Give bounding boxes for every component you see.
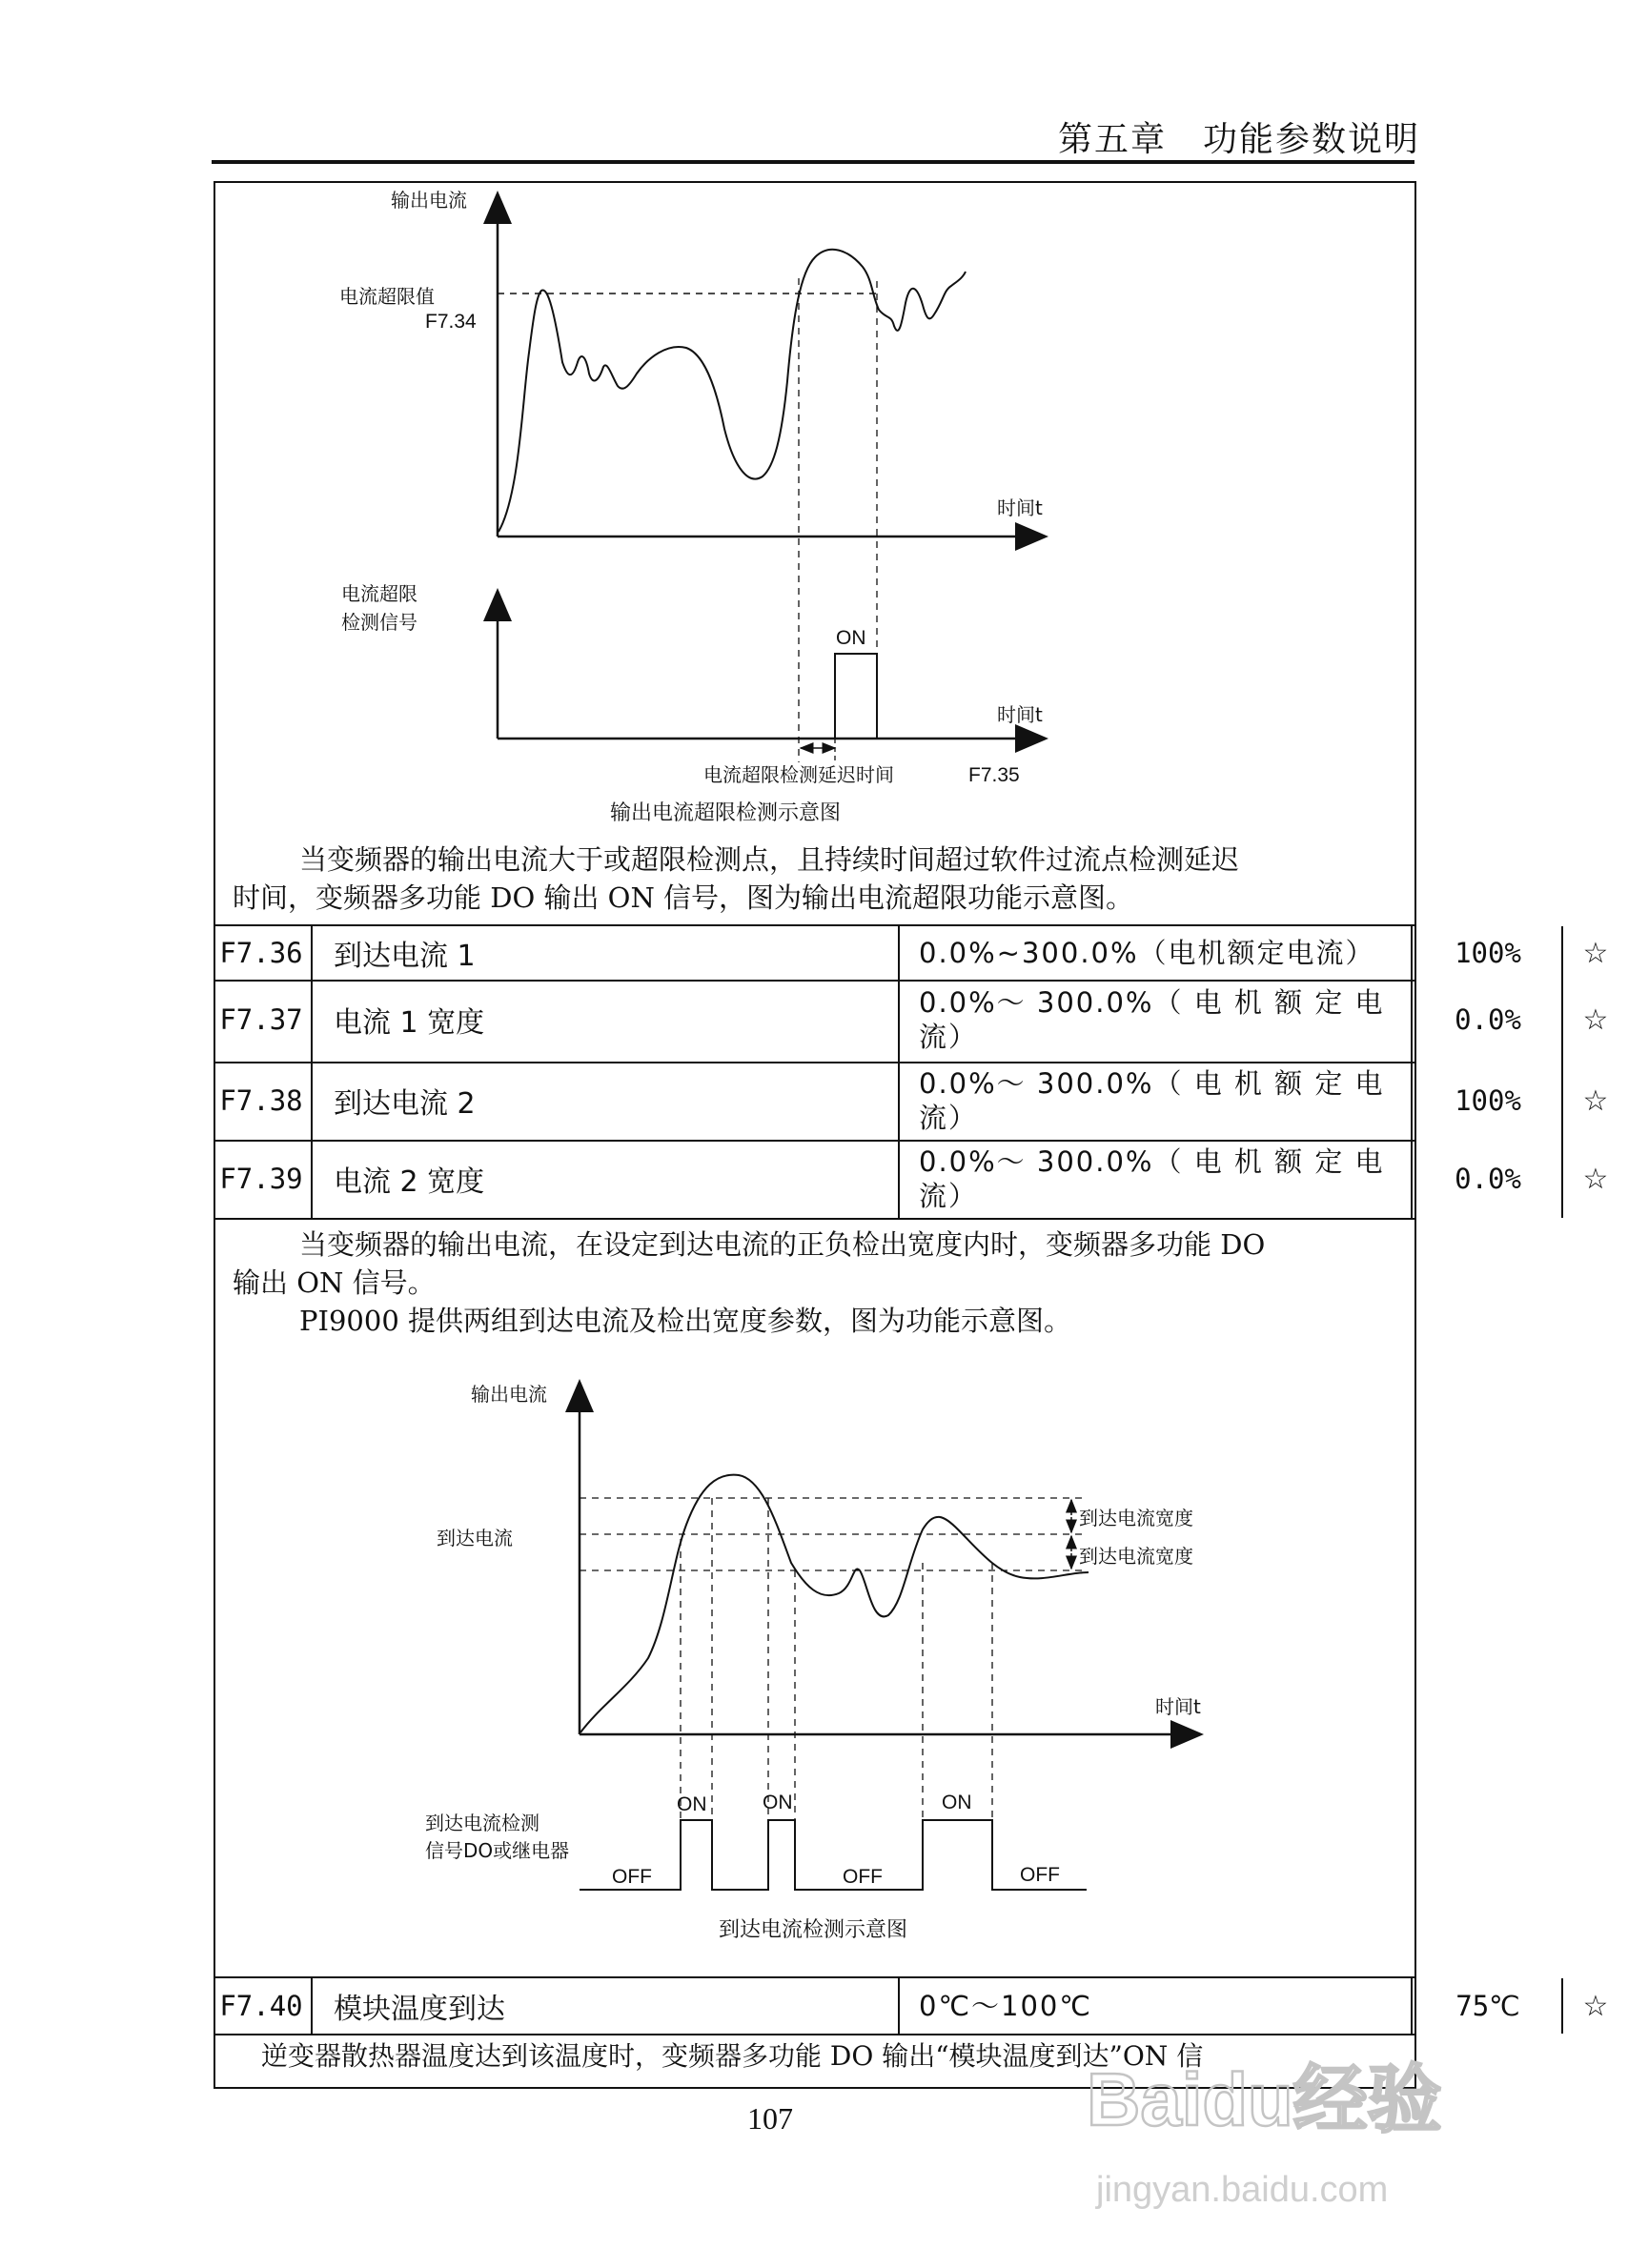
param-row [214, 924, 1609, 982]
param-name: 电流 2 宽度 [311, 1140, 692, 1218]
param-code: F7.40 [219, 1990, 303, 2022]
fig1-delay-label: 电流超限检测延迟时间 [703, 763, 894, 786]
fig1-caption: 输出电流超限检测示意图 [610, 801, 842, 825]
fig1-on-label: ON [836, 627, 866, 649]
param-default: 100% [1411, 926, 1563, 980]
fig2-on-1: ON [677, 1793, 707, 1815]
param-range: 0.0%～ 300.0%（ 电 机 额 定 电 流） [898, 1062, 1411, 1140]
fig2-y-label: 输出电流 [471, 1383, 547, 1406]
para2-line2: 输出 ON 信号。 [233, 1266, 436, 1299]
param-code: F7.38 [219, 1084, 303, 1117]
paragraph-overcurrent [233, 840, 1391, 917]
watermark-brand: Baidu经验 [1087, 2057, 1442, 2141]
figure1-signal-chart [341, 582, 1044, 825]
watermark-url: jingyan.baidu.com [1096, 2170, 1389, 2210]
param-range: 0.0%~300.0%（电机额定电流） [898, 926, 1411, 980]
fig2-sig-label-2: 信号DO或继电器 [425, 1839, 570, 1862]
param-default: 0.0% [1411, 1140, 1563, 1218]
fig1-sig-label-2: 检测信号 [341, 611, 417, 634]
fig1-y-label: 输出电流 [391, 189, 467, 212]
param-range: 0.0%～ 300.0%（ 电 机 额 定 电 流） [898, 978, 1411, 1062]
fig2-caption: 到达电流检测示意图 [719, 1918, 908, 1942]
figure2-signal-chart [425, 1792, 1087, 1942]
fig2-off-1: OFF [612, 1866, 652, 1888]
param-attr-star-icon: ☆ [1561, 978, 1628, 1062]
param-code: F7.37 [219, 1003, 303, 1036]
fig1-on-pulse [835, 654, 877, 739]
fig2-on-2: ON [763, 1792, 793, 1813]
param-name: 到达电流 2 [311, 1062, 692, 1140]
param-row [214, 978, 1609, 1063]
param-attr-star-icon: ☆ [1561, 1062, 1628, 1140]
fig2-current-curve [580, 1475, 1089, 1732]
fig2-width-label-1: 到达电流宽度 [1079, 1507, 1193, 1529]
chapter-title: 第五章 功能参数说明 [1058, 120, 1421, 159]
figure2-current-chart [437, 1383, 1201, 1820]
fig2-on-3: ON [942, 1792, 972, 1813]
param-row [214, 1140, 1609, 1220]
param-default: 75℃ [1411, 1978, 1563, 2034]
fig1-delay-param: F7.35 [968, 764, 1020, 786]
fig1-current-curve [499, 250, 966, 532]
page-number: 107 [747, 2101, 793, 2136]
fig1-sig-label-1: 电流超限 [341, 582, 417, 605]
param-range: 0℃～100℃ [898, 1978, 1411, 2034]
param-code: F7.39 [219, 1163, 303, 1195]
fig1-time-label: 时间t [997, 496, 1043, 519]
param-code: F7.36 [219, 937, 303, 969]
baidu-watermark [1068, 2020, 1449, 2258]
param-attr-star-icon: ☆ [1561, 1140, 1628, 1218]
fig1-limit-label: 电流超限值 [339, 285, 435, 308]
param-attr-star-icon: ☆ [1561, 1978, 1628, 2034]
param-default: 100% [1411, 1062, 1563, 1140]
para2-line3: PI9000 提供两组到达电流及检出宽度参数，图为功能示意图。 [299, 1305, 1071, 1337]
paragraph-arrival-current [233, 1225, 1391, 1340]
para1-line1: 当变频器的输出电流大于或超限检测点，且持续时间超过软件过流点检测延迟 [299, 843, 1240, 876]
param-name: 电流 1 宽度 [311, 978, 692, 1062]
fig1-limit-param: F7.34 [425, 311, 477, 333]
para3-line1: 逆变器散热器温度达到该温度时，变频器多功能 DO 输出“模块温度到达”ON 信 [261, 2040, 1204, 2072]
param-default: 0.0% [1411, 978, 1563, 1062]
param-attr-star-icon: ☆ [1561, 926, 1628, 980]
fig2-off-3: OFF [1020, 1864, 1060, 1886]
param-row [214, 1062, 1609, 1142]
fig2-off-2: OFF [843, 1866, 883, 1888]
param-range: 0.0%～ 300.0%（ 电 机 额 定 电 流） [898, 1140, 1411, 1218]
param-name: 到达电流 1 [311, 926, 692, 980]
fig2-sig-label-1: 到达电流检测 [425, 1812, 539, 1834]
fig1-time-label-2: 时间t [997, 703, 1043, 726]
fig2-do-signal [580, 1820, 1087, 1890]
param-name: 模块温度到达 [311, 1978, 692, 2034]
fig2-width-label-2: 到达电流宽度 [1079, 1545, 1193, 1568]
figure1-current-chart [339, 189, 1044, 762]
fig2-target-label: 到达电流 [437, 1527, 513, 1549]
fig2-time-label: 时间t [1155, 1695, 1201, 1718]
para1-line2: 时间，变频器多功能 DO 输出 ON 信号，图为输出电流超限功能示意图。 [233, 881, 1134, 914]
para2-line1: 当变频器的输出电流，在设定到达电流的正负检出宽度内时，变频器多功能 DO [299, 1228, 1266, 1261]
